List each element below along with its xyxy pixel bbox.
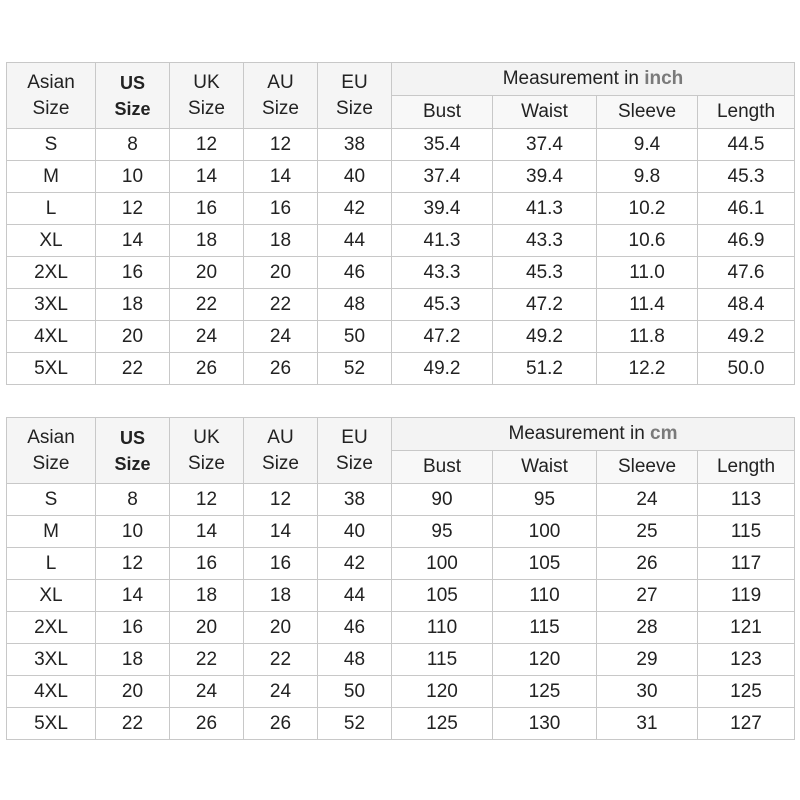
length-cell: 127	[698, 708, 795, 740]
length-cell: 125	[698, 676, 795, 708]
au-size-cell: 20	[244, 612, 318, 644]
length-cell: 121	[698, 612, 795, 644]
sleeve-cell: 9.4	[597, 129, 698, 161]
us-size-cell: 18	[96, 289, 170, 321]
length-cell: 48.4	[698, 289, 795, 321]
us-size-cell: 14	[96, 580, 170, 612]
waist-cell: 105	[493, 548, 597, 580]
asian-size-cell: XL	[7, 225, 96, 257]
asian-size-cell: 3XL	[7, 289, 96, 321]
header-eu-size: EU Size	[318, 418, 392, 484]
us-size-cell: 10	[96, 516, 170, 548]
au-size-cell: 12	[244, 129, 318, 161]
asian-size-cell: 2XL	[7, 257, 96, 289]
us-size-cell: 22	[96, 353, 170, 385]
eu-size-cell: 46	[318, 257, 392, 289]
header-length: Length	[698, 96, 795, 129]
sleeve-cell: 31	[597, 708, 698, 740]
sleeve-cell: 11.0	[597, 257, 698, 289]
header-au-size: AU Size	[244, 63, 318, 129]
uk-size-cell: 22	[170, 289, 244, 321]
eu-size-cell: 48	[318, 289, 392, 321]
eu-size-cell: 50	[318, 676, 392, 708]
au-size-cell: 14	[244, 161, 318, 193]
header-length: Length	[698, 451, 795, 484]
eu-size-cell: 42	[318, 193, 392, 225]
eu-size-cell: 48	[318, 644, 392, 676]
eu-size-cell: 38	[318, 484, 392, 516]
sleeve-cell: 11.4	[597, 289, 698, 321]
uk-size-cell: 26	[170, 353, 244, 385]
bust-cell: 120	[392, 676, 493, 708]
table-row	[7, 289, 795, 321]
uk-size-cell: 22	[170, 644, 244, 676]
waist-cell: 125	[493, 676, 597, 708]
eu-size-cell: 40	[318, 516, 392, 548]
table-row	[7, 708, 795, 740]
length-cell: 115	[698, 516, 795, 548]
au-size-cell: 14	[244, 516, 318, 548]
table-row	[7, 612, 795, 644]
eu-size-cell: 40	[318, 161, 392, 193]
length-cell: 44.5	[698, 129, 795, 161]
length-cell: 113	[698, 484, 795, 516]
us-size-cell: 8	[96, 484, 170, 516]
header-us-size: US Size	[96, 63, 170, 129]
us-size-cell: 22	[96, 708, 170, 740]
table-row	[7, 676, 795, 708]
table-row	[7, 484, 795, 516]
table-row	[7, 353, 795, 385]
uk-size-cell: 24	[170, 321, 244, 353]
uk-size-cell: 26	[170, 708, 244, 740]
us-size-cell: 16	[96, 612, 170, 644]
waist-cell: 49.2	[493, 321, 597, 353]
us-size-cell: 14	[96, 225, 170, 257]
waist-cell: 110	[493, 580, 597, 612]
table-row	[7, 580, 795, 612]
sleeve-cell: 30	[597, 676, 698, 708]
measurement-title: Measurement in cm	[392, 418, 795, 451]
bust-cell: 110	[392, 612, 493, 644]
uk-size-cell: 12	[170, 129, 244, 161]
table-row	[7, 257, 795, 289]
asian-size-cell: 3XL	[7, 644, 96, 676]
bust-cell: 43.3	[392, 257, 493, 289]
length-cell: 45.3	[698, 161, 795, 193]
header-waist: Waist	[493, 451, 597, 484]
size-chart-inch	[6, 62, 795, 385]
waist-cell: 130	[493, 708, 597, 740]
bust-cell: 105	[392, 580, 493, 612]
us-size-cell: 10	[96, 161, 170, 193]
length-cell: 123	[698, 644, 795, 676]
sleeve-cell: 27	[597, 580, 698, 612]
au-size-cell: 26	[244, 353, 318, 385]
asian-size-cell: 5XL	[7, 353, 96, 385]
sleeve-cell: 25	[597, 516, 698, 548]
uk-size-cell: 20	[170, 612, 244, 644]
bust-cell: 95	[392, 516, 493, 548]
eu-size-cell: 42	[318, 548, 392, 580]
asian-size-cell: M	[7, 516, 96, 548]
asian-size-cell: 2XL	[7, 612, 96, 644]
length-cell: 49.2	[698, 321, 795, 353]
waist-cell: 39.4	[493, 161, 597, 193]
length-cell: 50.0	[698, 353, 795, 385]
measurement-unit: cm	[650, 423, 678, 444]
eu-size-cell: 50	[318, 321, 392, 353]
asian-size-cell: 4XL	[7, 321, 96, 353]
sleeve-cell: 9.8	[597, 161, 698, 193]
table-row	[7, 516, 795, 548]
table-row	[7, 644, 795, 676]
asian-size-cell: XL	[7, 580, 96, 612]
table-row	[7, 129, 795, 161]
table-row	[7, 193, 795, 225]
sleeve-cell: 10.2	[597, 193, 698, 225]
table-row	[7, 161, 795, 193]
us-size-cell: 12	[96, 548, 170, 580]
header-eu-size: EU Size	[318, 63, 392, 129]
asian-size-cell: M	[7, 161, 96, 193]
uk-size-cell: 14	[170, 161, 244, 193]
header-au-size: AU Size	[244, 418, 318, 484]
header-sleeve: Sleeve	[597, 451, 698, 484]
length-cell: 47.6	[698, 257, 795, 289]
uk-size-cell: 16	[170, 548, 244, 580]
bust-cell: 37.4	[392, 161, 493, 193]
uk-size-cell: 24	[170, 676, 244, 708]
us-size-cell: 16	[96, 257, 170, 289]
header-uk-size: UK Size	[170, 418, 244, 484]
us-size-cell: 18	[96, 644, 170, 676]
asian-size-cell: L	[7, 548, 96, 580]
bust-cell: 41.3	[392, 225, 493, 257]
au-size-cell: 22	[244, 644, 318, 676]
au-size-cell: 16	[244, 548, 318, 580]
uk-size-cell: 14	[170, 516, 244, 548]
asian-size-cell: 4XL	[7, 676, 96, 708]
waist-cell: 51.2	[493, 353, 597, 385]
header-bust: Bust	[392, 96, 493, 129]
au-size-cell: 24	[244, 676, 318, 708]
uk-size-cell: 12	[170, 484, 244, 516]
length-cell: 46.9	[698, 225, 795, 257]
waist-cell: 41.3	[493, 193, 597, 225]
au-size-cell: 26	[244, 708, 318, 740]
waist-cell: 95	[493, 484, 597, 516]
au-size-cell: 18	[244, 225, 318, 257]
table-row	[7, 225, 795, 257]
uk-size-cell: 18	[170, 580, 244, 612]
header-asian-size: Asian Size	[7, 63, 96, 129]
measurement-unit: inch	[644, 68, 684, 89]
asian-size-cell: 5XL	[7, 708, 96, 740]
us-size-cell: 20	[96, 676, 170, 708]
us-size-cell: 20	[96, 321, 170, 353]
eu-size-cell: 44	[318, 225, 392, 257]
length-cell: 117	[698, 548, 795, 580]
table-row	[7, 321, 795, 353]
eu-size-cell: 38	[318, 129, 392, 161]
waist-cell: 43.3	[493, 225, 597, 257]
waist-cell: 100	[493, 516, 597, 548]
asian-size-cell: S	[7, 484, 96, 516]
au-size-cell: 12	[244, 484, 318, 516]
uk-size-cell: 18	[170, 225, 244, 257]
table-row	[7, 548, 795, 580]
header-waist: Waist	[493, 96, 597, 129]
sleeve-cell: 24	[597, 484, 698, 516]
bust-cell: 49.2	[392, 353, 493, 385]
bust-cell: 115	[392, 644, 493, 676]
bust-cell: 35.4	[392, 129, 493, 161]
sleeve-cell: 28	[597, 612, 698, 644]
us-size-cell: 8	[96, 129, 170, 161]
eu-size-cell: 52	[318, 353, 392, 385]
header-uk-size: UK Size	[170, 63, 244, 129]
uk-size-cell: 20	[170, 257, 244, 289]
header-us-size: US Size	[96, 418, 170, 484]
bust-cell: 39.4	[392, 193, 493, 225]
size-chart-cm	[6, 417, 795, 740]
bust-cell: 90	[392, 484, 493, 516]
au-size-cell: 22	[244, 289, 318, 321]
au-size-cell: 18	[244, 580, 318, 612]
waist-cell: 120	[493, 644, 597, 676]
bust-cell: 100	[392, 548, 493, 580]
sleeve-cell: 26	[597, 548, 698, 580]
length-cell: 119	[698, 580, 795, 612]
bust-cell: 47.2	[392, 321, 493, 353]
au-size-cell: 24	[244, 321, 318, 353]
uk-size-cell: 16	[170, 193, 244, 225]
waist-cell: 115	[493, 612, 597, 644]
bust-cell: 125	[392, 708, 493, 740]
waist-cell: 37.4	[493, 129, 597, 161]
header-bust: Bust	[392, 451, 493, 484]
sleeve-cell: 29	[597, 644, 698, 676]
eu-size-cell: 44	[318, 580, 392, 612]
length-cell: 46.1	[698, 193, 795, 225]
waist-cell: 47.2	[493, 289, 597, 321]
sleeve-cell: 10.6	[597, 225, 698, 257]
eu-size-cell: 52	[318, 708, 392, 740]
eu-size-cell: 46	[318, 612, 392, 644]
au-size-cell: 16	[244, 193, 318, 225]
asian-size-cell: S	[7, 129, 96, 161]
header-asian-size: Asian Size	[7, 418, 96, 484]
us-size-cell: 12	[96, 193, 170, 225]
waist-cell: 45.3	[493, 257, 597, 289]
au-size-cell: 20	[244, 257, 318, 289]
measurement-title: Measurement in inch	[392, 63, 795, 96]
sleeve-cell: 12.2	[597, 353, 698, 385]
sleeve-cell: 11.8	[597, 321, 698, 353]
asian-size-cell: L	[7, 193, 96, 225]
header-sleeve: Sleeve	[597, 96, 698, 129]
bust-cell: 45.3	[392, 289, 493, 321]
